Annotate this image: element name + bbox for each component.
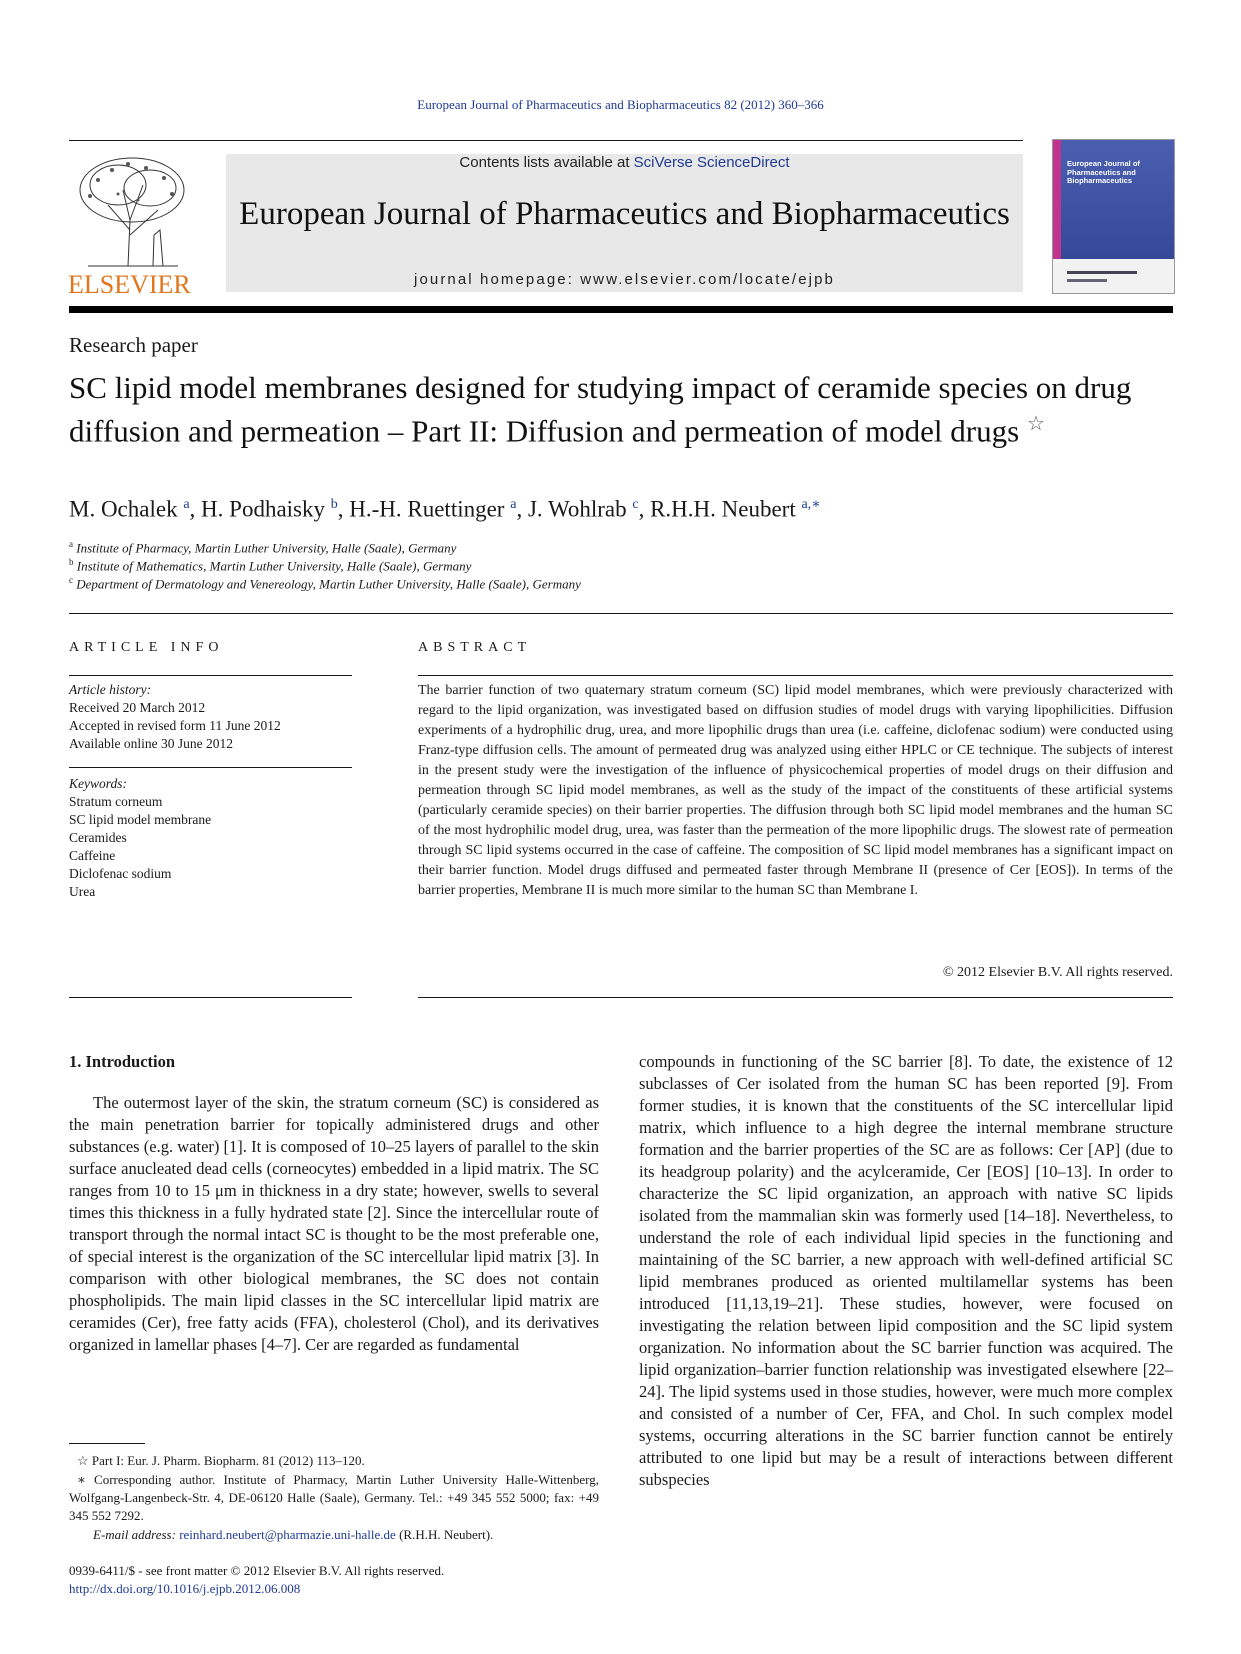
- journal-citation[interactable]: European Journal of Pharmaceutics and Biopharmaceutics 82 (2012) 360–366: [417, 97, 824, 112]
- publisher-wordmark: ELSEVIER: [68, 270, 191, 296]
- keyword: Urea: [69, 884, 96, 899]
- section-type: Research paper: [69, 333, 198, 357]
- article-info-heading: ARTICLE INFO: [69, 640, 224, 655]
- intro-paragraph-right: compounds in functioning of the SC barrier [8]. To date, the existence of 12 subclasses of Cer isolated from the human SC has been reported [9]. From former studies, it is known that the constituents of the SC intercellular lipid matrix, which influence to a high degree the internal membrane structure formation and the barrier properties of the SC are as follows: Cer [AP] (due to its headgroup polarity) and the acylceramide, Cer [EOS] [10–13]. In order to characterize the SC lipid organization, an approach with native SC lipids isolated from the mammalian skin was formerly used [14–18]. Nevertheless, to understand the role of each individual lipid species in the functioning and maintaining of the SC barrier, a new approach with well-defined artificial SC lipid membranes produced as oriented multilamellar systems has been introduced [11,13,19–21]. These studies, however, were focused on investigating the relation between lipid composition and the SC lipid system organization. No information about the SC barrier function was acquired. The lipid organization–barrier function relationship was investigated elsewhere [22–24]. The lipid systems used in those studies, however, were much more complex and consisted of a number of Cer, FFA, and Chol. In such complex model systems, occurring alterations in the SC barrier function cannot be entirely attributed to one lipid but may be a result of interactions between different subspecies: [639, 1052, 1173, 1489]
- author-name[interactable]: M. Ochalek: [69, 496, 178, 522]
- abstract-copyright: © 2012 Elsevier B.V. All rights reserved.: [942, 965, 1173, 980]
- elsevier-logo: [68, 150, 196, 296]
- abstract-bottom-rule: [418, 997, 1173, 998]
- keywords-label: Keywords:: [69, 776, 127, 791]
- keyword: Stratum corneum: [69, 794, 163, 809]
- header-rule: [69, 140, 1023, 141]
- author-name[interactable]: H. Podhaisky: [201, 496, 325, 522]
- doi-link[interactable]: http://dx.doi.org/10.1016/j.ejpb.2012.06.008: [69, 1581, 301, 1596]
- journal-homepage[interactable]: journal homepage: www.elsevier.com/locate/ejpb: [414, 271, 835, 288]
- keyword: SC lipid model membrane: [69, 812, 212, 827]
- author-affil-marker[interactable]: b: [330, 497, 338, 512]
- affiliation: $^a$ Institute of Pharmacy, Martin Luther University, Halle (Saale), Germany: [69, 539, 457, 556]
- title-block-rule: [69, 613, 1173, 614]
- journal-cover: [1052, 139, 1175, 294]
- author-list: M. Ochalek $^a$, H. Podhaisky $^b$, H.-H. Ruettinger $^a$, J. Wohlrab $^c$, R.H.H. Neubert $^{a,∗}$: [69, 496, 821, 522]
- abstract-text: The barrier function of two quaternary stratum corneum (SC) lipid model membranes, which were previously characterized with regard to the lipid organization, was investigated based on diffusion studies of model drugs with varying lipophilicities. Diffusion experiments of a hydrophilic drug, urea, and more lipophilic drugs than urea (i.e. caffeine, diclofenac sodium) were conducted using Franz-type diffusion cells. The amount of permeated drug was analyzed using either HPLC or CE technique. The subjects of interest in the present study were the investigation of the influence of physicochemical properties of model drugs on their diffusion and permeation through SC lipid model membranes, as well as the study of the impact of the constituents of these artificial systems (particularly ceramide species) on their barrier properties. The diffusion through both SC lipid model membranes and the human SC of the most hydrophilic model drug, urea, was faster than the permeation of the more lipophilic drugs. The slowest rate of permeation through SC lipid systems occurred in the case of caffeine. The composition of SC lipid model membranes has a significant impact on their barrier function. Model drugs diffused and permeated faster through Membrane II (presence of Cer [EOS]). In terms of the barrier properties, Membrane II is much more similar to the human SC than Membrane I.: [418, 683, 1173, 898]
- author-name[interactable]: H.-H. Ruettinger: [349, 496, 505, 522]
- sciencedirect-link[interactable]: SciVerse ScienceDirect: [633, 154, 790, 171]
- author-affil-marker[interactable]: a: [183, 497, 190, 512]
- online-date: Available online 30 June 2012: [69, 736, 233, 751]
- masthead-rule: [69, 306, 1173, 313]
- article-info-bottom-rule: [69, 997, 352, 998]
- keyword: Diclofenac sodium: [69, 866, 172, 881]
- contents-availability: [226, 154, 1023, 171]
- received-date: Received 20 March 2012: [69, 700, 206, 715]
- affiliation: $^b$ Institute of Mathematics, Martin Luther University, Halle (Saale), Germany: [69, 557, 472, 574]
- revised-date: Accepted in revised form 11 June 2012: [69, 718, 281, 733]
- abstract-heading: ABSTRACT: [418, 640, 532, 655]
- abstract-rule: [418, 675, 1173, 676]
- intro-paragraph-left: The outermost layer of the skin, the stratum corneum (SC) is considered as the main penetration barrier for topically administered drugs and other substances (e.g. water) [1]. It is composed of 10–25 layers of parallel to the skin surface anucleated dead cells (corneocytes) embedded in a lipid matrix. The SC ranges from 10 to 15 μm in thickness in a dry state; however, swells to several times this thickness in a fully hydrated state [2]. Since the intercellular route of transport through the normal intact SC is thought to be the most preferable one, of special interest is the organization of the SC intercellular lipid matrix [3]. In comparison with other biological membranes, the SC does not contain phospholipids. The main lipid classes in the SC intercellular lipid matrix are ceramides (Cer), free fatty acids (FFA), cholesterol (Chol), and its derivatives organized in lamellar phases [4–7]. Cer are regarded as fundamental: [69, 1093, 599, 1354]
- email-link[interactable]: reinhard.neubert@pharmazie.uni-halle.de: [179, 1527, 396, 1542]
- journal-title: European Journal of Pharmaceutics and Biopharmaceutics: [239, 196, 1010, 232]
- author-affil-marker[interactable]: c: [632, 497, 639, 512]
- keywords-rule: [69, 767, 352, 768]
- article-info: [69, 681, 352, 901]
- elsevier-tree-icon: [68, 150, 196, 296]
- issn-line: 0939-6411/$ - see front matter © 2012 Elsevier B.V. All rights reserved.: [69, 1563, 445, 1578]
- title-footnote: ☆ Part I: Eur. J. Pharm. Biopharm. 81 (2012) 113–120.: [77, 1453, 365, 1468]
- cover-title: European Journal of Pharmaceutics and Biopharmaceutics: [1067, 159, 1140, 186]
- author-name[interactable]: R.H.H. Neubert: [650, 496, 796, 522]
- affiliation: $^c$ Department of Dermatology and Venereology, Martin Luther University, Halle (Saale), Germany: [69, 575, 581, 592]
- journal-masthead: [226, 154, 1023, 292]
- contents-prefix: Contents lists available at: [459, 154, 634, 171]
- article-info-rule: [69, 675, 352, 676]
- article-title: SC lipid model membranes designed for studying impact of ceramide species on drug diffusion and permeation – Part II: Diffusion and permeation of model drugs ☆: [69, 370, 1132, 449]
- section-heading: 1. Introduction: [69, 1052, 176, 1071]
- author-affil-marker[interactable]: a: [510, 497, 517, 512]
- author-name[interactable]: J. Wohlrab: [527, 496, 627, 522]
- cover-footer: [1053, 259, 1174, 293]
- title-footnote-marker[interactable]: ☆: [1026, 413, 1045, 435]
- author-affil-marker[interactable]: a,∗: [801, 497, 821, 512]
- corresponding-author-note: ∗ Corresponding author. Institute of Pharmacy, Martin Luther University Halle-Wittenberg, Wolfgang-Langenbeck-Str. 4, DE-06120 Halle (Saale), Germany. Tel.: +49 345 552 5000; fax: +49 345 552 7292.: [69, 1472, 599, 1523]
- front-matter: [69, 1562, 444, 1598]
- email-note: E-mail address: reinhard.neubert@pharmazie.uni-halle.de (R.H.H. Neubert).: [93, 1527, 494, 1542]
- footnote-rule: [69, 1443, 145, 1444]
- history-label: Article history:: [69, 682, 152, 697]
- keyword: Ceramides: [69, 830, 127, 845]
- keyword: Caffeine: [69, 848, 116, 863]
